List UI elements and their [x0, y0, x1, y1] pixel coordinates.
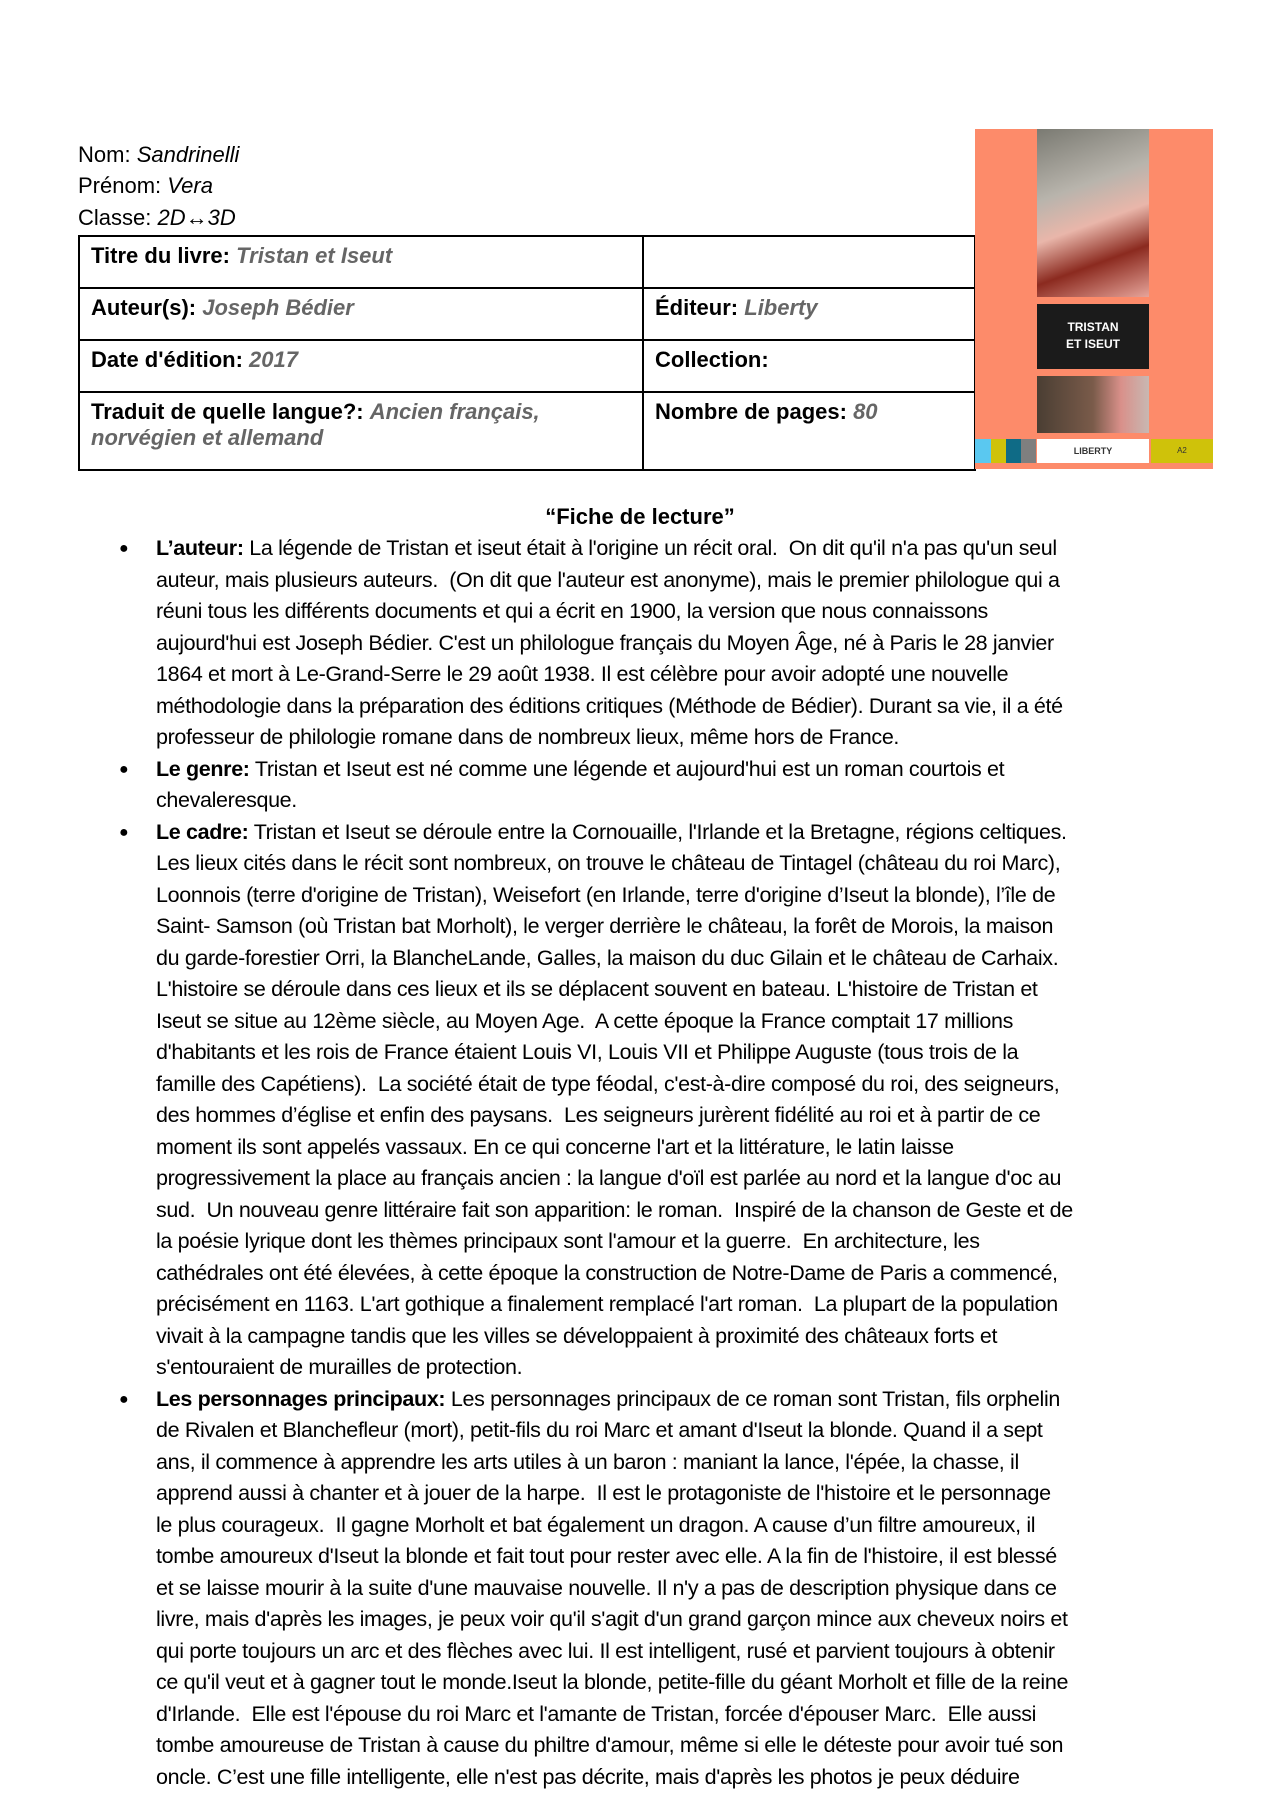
bullet-icon: ●: [119, 823, 129, 841]
text-line: [156, 1195, 1236, 1227]
cover-illustration-top: [1037, 129, 1149, 297]
section-text: cathédrales ont été élevées, à cette époque la construction de Notre-Dame de Paris a commencé,: [156, 1260, 1058, 1285]
strip-color-3: [1006, 439, 1021, 463]
collection-label: Collection:: [655, 347, 769, 372]
section-text: Loonnois (terre d'origine de Tristan), Weisefort (en Irlande, terre d'origine d’Iseut la blonde), l’île de: [156, 882, 1056, 907]
text-line: [156, 1226, 1236, 1258]
section-text: L'histoire se déroule dans ces lieux et ils se déplacent souvent en bateau. L'histoire de Tristan et: [156, 977, 1038, 1001]
text-line: [156, 1352, 1236, 1384]
section-text: vivait à la campagne tandis que les villes se développaient à proximité des châteaux forts et: [156, 1323, 998, 1348]
section-text: sud. Un nouveau genre littéraire fait son apparition: le roman. Inspiré de la chanson de Geste et de: [156, 1197, 1073, 1222]
prenom-label: Prénom:: [78, 173, 162, 198]
title-value: Tristan et Iseut: [236, 243, 393, 268]
section-text: méthodologie dans la préparation des éditions critiques (Méthode de Bédier). Durant sa vie, il a été: [156, 693, 1063, 718]
empty-cell: [643, 236, 975, 288]
bullet-icon: ●: [119, 540, 129, 557]
section-heading: Les personnages principaux:: [156, 1386, 446, 1411]
text-line: [156, 691, 1236, 723]
text-line: [156, 596, 1236, 628]
cover-publisher-logo: LIBERTY: [1037, 439, 1149, 463]
text-line: [156, 911, 1236, 943]
text-line: [156, 1541, 1236, 1573]
pages-value: 80: [853, 399, 878, 424]
title-label: Titre du livre:: [91, 243, 230, 268]
author-label: Auteur(s):: [91, 295, 197, 320]
section-text: progressivement la place au français ancien : la langue d'oïl est parlée au nord et la langue d'oc au: [156, 1166, 1062, 1190]
text-line: [156, 659, 1236, 691]
date-label: Date d'édition:: [91, 347, 243, 372]
text-line: [156, 533, 1236, 565]
section-text: La légende de Tristan et iseut était à l'origine un récit oral. On dit qu'il n'a pas qu'un seul: [243, 536, 1057, 560]
bullet-section: [119, 533, 1236, 754]
section-heading: Le genre:: [156, 756, 250, 781]
text-line: [156, 817, 1236, 849]
bullet-icon: ●: [119, 760, 129, 778]
text-line: [156, 1699, 1236, 1731]
text-line: [156, 1321, 1236, 1353]
section-text: réuni tous les différents documents et qui a écrit en 1900, la version que nous connaissons: [156, 599, 988, 623]
strip-color-1: [975, 439, 991, 463]
section-text: Saint- Samson (où Tristan bat Morholt), le verger derrière le château, la forêt de Morois, la maison: [156, 914, 1054, 938]
section-text: livre, mais d'après les images, je peux voir qu'il s'agit d'un grand garçon mince aux cheveux noirs et: [156, 1607, 1068, 1631]
strip-color-2: [991, 439, 1006, 463]
text-line: [156, 722, 1236, 754]
section-text: ans, il commence à apprendre les arts utiles à un baron : maniant la lance, l'épée, la chasse, il: [156, 1449, 1019, 1474]
text-line: [156, 1604, 1236, 1636]
publisher-label: Éditeur:: [655, 295, 739, 320]
cover-illustration-bottom: [1037, 376, 1149, 433]
section-text: s'entouraient de murailles de protection.: [156, 1355, 523, 1379]
section-text: Les lieux cités dans le récit sont nombreux, on trouve le château de Tintagel (château du roi Marc),: [156, 851, 1061, 875]
section-text: 1864 et mort à Le-Grand-Serre le 29 août 1938. Il est célèbre pour avoir adopté une nouvelle: [156, 662, 1009, 686]
text-line: [156, 1289, 1236, 1321]
section-text: aujourd'hui est Joseph Bédier. C'est un philologue français du Moyen Âge, né à Paris le 28 janvier: [156, 630, 1054, 655]
text-line: [156, 1573, 1236, 1605]
section-text: Iseut se situe au 12ème siècle, au Moyen Age. A cette époque la France comptait 17 millions: [156, 1008, 1013, 1033]
nom-label: Nom:: [78, 142, 131, 167]
cover-level-badge: A2: [1151, 439, 1213, 463]
bullet-section: [119, 754, 1236, 817]
text-line: [156, 943, 1236, 975]
cover-title-line2: ET ISEUT: [1065, 337, 1120, 351]
language-label: Traduit de quelle langue?:: [91, 399, 364, 424]
collection-cell: [643, 340, 975, 392]
author-cell: [79, 288, 643, 340]
text-line: [156, 754, 1236, 786]
text-line: [156, 1415, 1236, 1447]
author-value: Joseph Bédier: [202, 295, 354, 320]
book-info-table: [78, 235, 976, 471]
section-text: famille des Capétiens). La société était de type féodal, c'est-à-dire composé du roi, des seigneurs,: [156, 1071, 1060, 1096]
section-text: Tristan et Iseut se déroule entre la Cornouaille, l'Irlande et la Bretagne, régions celtiques.: [248, 819, 1067, 844]
section-text: tombe amoureuse de Tristan à cause du philtre d'amour, même si elle le déteste pour avoir tué son: [156, 1733, 1064, 1757]
publisher-value: Liberty: [744, 295, 818, 320]
cover-title-line1: TRISTAN: [1067, 320, 1119, 334]
text-line: [156, 848, 1236, 880]
cover-title-box: [1037, 304, 1149, 369]
text-line: [156, 1762, 1236, 1794]
text-line: [156, 1006, 1236, 1038]
section-text: auteur, mais plusieurs auteurs. (On dit que l'auteur est anonyme), mais le premier philologue qui a: [156, 567, 1060, 592]
date-value: 2017: [249, 347, 298, 372]
section-text: chevaleresque.: [156, 788, 297, 812]
prenom-value: Vera: [167, 173, 213, 198]
book-cover-image: [975, 129, 1213, 469]
section-text: d'Irlande. Elle est l'épouse du roi Marc et l'amante de Tristan, forcée d'épouser Marc. Elle aussi: [156, 1701, 1037, 1726]
text-line: [156, 1447, 1236, 1479]
text-line: [156, 1667, 1236, 1699]
section-text: qui porte toujours un arc et des flèches avec lui. Il est intelligent, rusé et parvient toujours à obtenir: [156, 1638, 1055, 1663]
bullet-section: [119, 817, 1236, 1384]
text-line: [156, 628, 1236, 660]
bullet-icon: ●: [119, 1390, 129, 1408]
text-line: [156, 1037, 1236, 1069]
student-class: [78, 202, 236, 233]
text-line: [156, 1478, 1236, 1510]
section-text: le plus courageux. Il gagne Morholt et bat également un dragon. A cause d’un filtre amoureux, il: [156, 1512, 1036, 1537]
pages-label: Nombre de pages:: [655, 399, 847, 424]
section-text: d'habitants et les rois de France étaient Louis VI, Louis VII et Philippe Auguste (tous trois de la: [156, 1040, 1019, 1064]
strip-color-4: [1021, 439, 1036, 463]
section-text: des hommes d’église et enfin des paysans. Les seigneurs jurèrent fidélité au roi et à partir de ce: [156, 1103, 1041, 1127]
classe-value: 2D↔3D: [157, 205, 236, 230]
section-text: moment ils sont appelés vassaux. En ce qui concerne l'art et la littérature, le latin laisse: [156, 1134, 954, 1159]
text-line: [156, 565, 1236, 597]
student-firstname: [78, 170, 213, 201]
section-text: ce qu'il veut et à gagner tout le monde.Iseut la blonde, petite-fille du géant Morholt et fille de la reine: [156, 1670, 1069, 1694]
text-line: [156, 1069, 1236, 1101]
text-line: [156, 1510, 1236, 1542]
section-text: du garde-forestier Orri, la BlancheLande, Galles, la maison du duc Gilain et le château de Carhaix.: [156, 945, 1059, 970]
text-line: [156, 1163, 1236, 1195]
fiche-body: [119, 533, 1236, 1793]
nom-value: Sandrinelli: [136, 142, 240, 167]
text-line: [156, 1384, 1236, 1416]
student-name: [78, 139, 239, 170]
section-text: précisément en 1163. L'art gothique a finalement remplacé l'art roman. La plupart de la population: [156, 1292, 1058, 1316]
text-line: [156, 785, 1236, 817]
text-line: [156, 1258, 1236, 1290]
text-line: [156, 1100, 1236, 1132]
text-line: [156, 1730, 1236, 1762]
section-heading: L’auteur:: [156, 536, 244, 560]
section-text: de Rivalen et Blanchefleur (mort), petit-fils du roi Marc et amant d'Iseut la blonde. Quand il a sept: [156, 1418, 1043, 1442]
pages-cell: [643, 392, 975, 470]
section-heading: Le cadre:: [156, 819, 249, 844]
section-text: tombe amoureux d'Iseut la blonde et fait tout pour rester avec elle. A la fin de l'histoire, il est blessé: [156, 1544, 1057, 1568]
section-text: apprend aussi à chanter et à jouer de la harpe. Il est le protagoniste de l'histoire et le personnage: [156, 1481, 1051, 1505]
section-text: professeur de philologie romane dans de nombreux lieux, même hors de France.: [156, 725, 900, 749]
date-cell: [79, 340, 643, 392]
language-value: Ancien français, norvégien et allemand: [91, 399, 540, 450]
cover-color-strip: [975, 439, 1213, 463]
text-line: [156, 1132, 1236, 1164]
section-text: la poésie lyrique dont les thèmes principaux sont l'amour et la guerre. En architecture, les: [156, 1229, 980, 1253]
section-text: Les personnages principaux de ce roman sont Tristan, fils orphelin: [445, 1386, 1060, 1411]
text-line: [156, 880, 1236, 912]
publisher-cell: [643, 288, 975, 340]
classe-label: Classe:: [78, 205, 152, 230]
section-text: Tristan et Iseut est né comme une légende et aujourd'hui est un roman courtois et: [249, 756, 1005, 781]
language-cell: [79, 392, 643, 470]
section-text: et se laisse mourir à la suite d'une mauvaise nouvelle. Il n'y a pas de description physique dans ce: [156, 1575, 1057, 1600]
bullet-section: [119, 1384, 1236, 1794]
title-cell: [79, 236, 643, 288]
text-line: [156, 974, 1236, 1006]
text-line: [156, 1636, 1236, 1668]
fiche-title: “Fiche de lecture”: [545, 504, 735, 529]
section-text: oncle. C’est une fille intelligente, elle n'est pas décrite, mais d'après les photos je peux déduire: [156, 1764, 1020, 1789]
